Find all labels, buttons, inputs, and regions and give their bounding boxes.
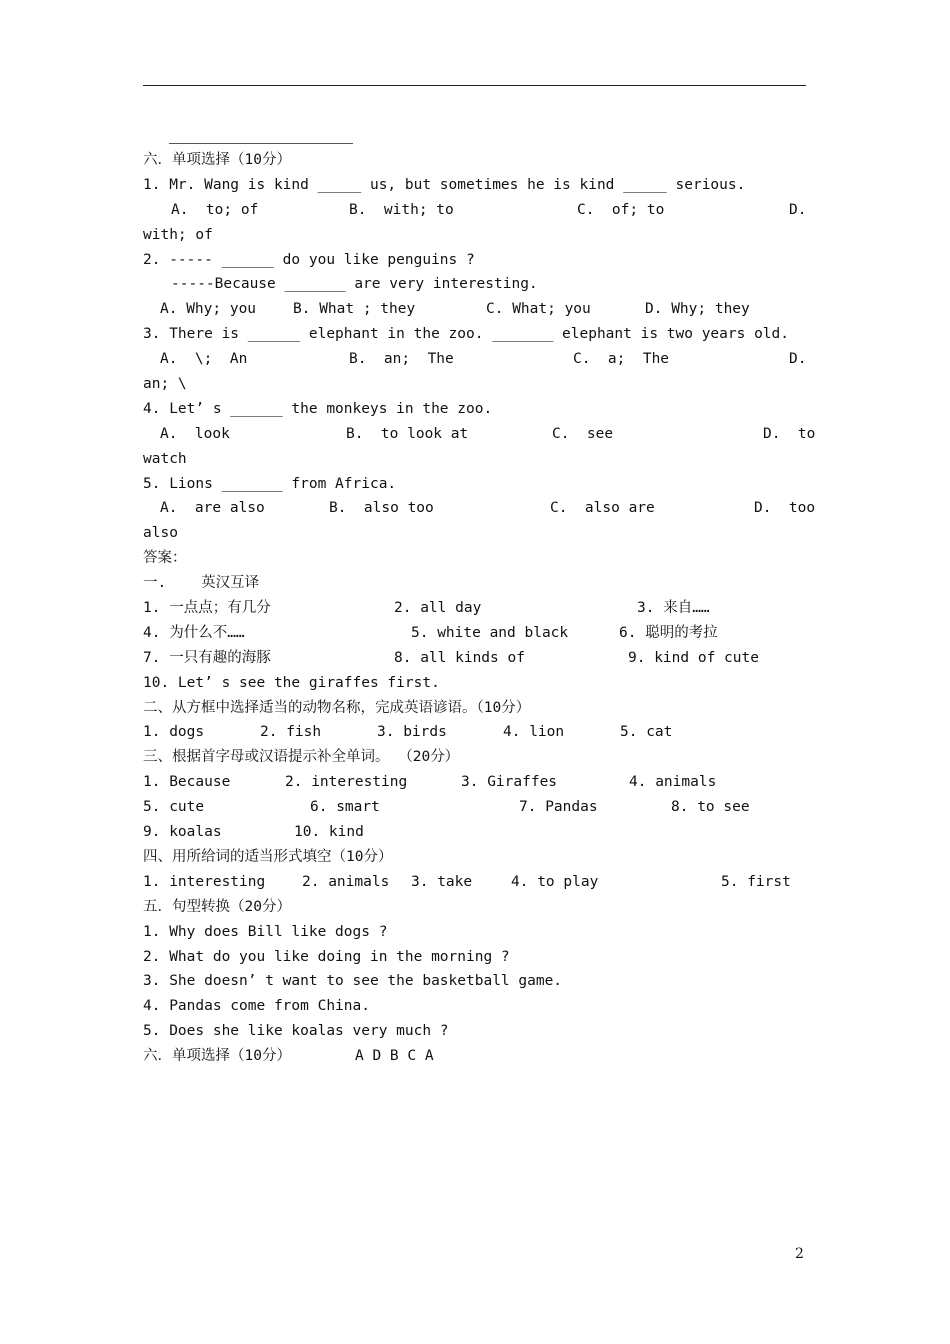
section-heading [143, 745, 806, 770]
answer-item: 4. 为什么不…… [143, 624, 245, 641]
answer-item: 6. smart [310, 799, 380, 816]
answer-item: 7. Pandas [519, 799, 598, 816]
q1-option-a: A. to; of [171, 201, 259, 218]
answer-item: 5. cute [143, 799, 205, 816]
answers-s6-key: A D B C A [355, 1048, 434, 1065]
question-stem [143, 173, 806, 198]
answer-row [143, 671, 806, 696]
q1-option-b: B. with; to [349, 201, 454, 218]
answer-row [143, 1044, 806, 1069]
question-stem [143, 397, 806, 422]
q1-option-c: C. of; to [577, 201, 665, 218]
answer-item: 10. kind [294, 824, 364, 841]
answer-item: 2. interesting [285, 774, 408, 791]
question-options [143, 347, 806, 372]
q2-stem-reply: -----Because _______ are very interesting. [171, 276, 538, 293]
answer-item: 8. to see [671, 799, 750, 816]
answers-heading [143, 546, 806, 571]
answer-item: 2. animals [302, 873, 390, 890]
answer-item: 5. Does she like koalas very much ? [143, 1023, 449, 1040]
question-options [143, 496, 816, 521]
answer-row [143, 795, 806, 820]
answer-item: 4. to play [511, 873, 599, 890]
answer-item: 1. 一点点；有几分 [143, 600, 271, 617]
answers-s4-title: 四、用所给词的适当形式填空（10分） [143, 848, 393, 865]
q1-option-d-text: with; of [143, 226, 213, 243]
answer-row [143, 920, 806, 945]
answer-row [143, 596, 806, 621]
answer-item: 2. fish [260, 724, 322, 741]
answers-s2-title: 二、从方框中选择适当的动物名称，完成英语谚语。（10分） [143, 699, 531, 716]
answer-item: 5. white and black [411, 624, 569, 641]
answers-s3-title: 三、根据首字母或汉语提示补全单词。 （20分） [143, 749, 460, 766]
question-options-wrap [143, 223, 806, 248]
answer-row [143, 870, 806, 895]
section-heading [143, 845, 806, 870]
answer-row [143, 994, 806, 1019]
question-options-wrap [143, 372, 806, 397]
q3-option-d: D. [789, 351, 807, 368]
answer-item: 5. cat [620, 724, 673, 741]
q5-option-b: B. also too [329, 500, 434, 517]
q4-option-c: C. see [552, 425, 614, 442]
section-heading [143, 571, 806, 596]
section-heading [143, 895, 806, 920]
question-options-wrap [143, 521, 806, 546]
q5-option-c: C. also are [550, 500, 655, 517]
answer-item: 6. 聪明的考拉 [619, 624, 718, 641]
question-stem [143, 272, 806, 297]
answer-item: 4. lion [503, 724, 565, 741]
answer-item: 1. Why does Bill like dogs ? [143, 923, 388, 940]
q4-stem: 4. Let’ s ______ the monkeys in the zoo. [143, 400, 493, 417]
q2-option-b: B. What ; they [293, 301, 416, 318]
answers-s5-title: 五．句型转换（20分） [143, 898, 291, 915]
answer-row [143, 945, 806, 970]
answer-item: 9. koalas [143, 824, 222, 841]
answer-row [143, 770, 806, 795]
q4-option-a: A. look [160, 425, 230, 442]
question-stem [143, 322, 806, 347]
q2-option-a: A. Why; you [160, 301, 257, 318]
page-number: 2 [795, 1246, 804, 1262]
answer-item: 4. Pandas come from China. [143, 998, 370, 1015]
q5-option-a: A. are also [160, 500, 265, 517]
answers-s6-title: 六．单项选择（10分） [143, 1048, 291, 1065]
answer-item: 3. 来自…… [637, 600, 710, 617]
q3-stem: 3. There is ______ elephant in the zoo. _______ elephant is two years old. [143, 326, 790, 343]
answer-item: 1. Because [143, 774, 231, 791]
section-heading [143, 148, 806, 173]
question-options [143, 297, 806, 322]
q4-option-b: B. to look at [346, 425, 469, 442]
question-stem [143, 248, 806, 273]
q2-option-d: D. Why; they [645, 301, 750, 318]
q5-option-d-text: also [143, 525, 178, 542]
question-options [143, 422, 816, 447]
answer-row [143, 820, 806, 845]
answer-item: 3. take [411, 873, 473, 890]
answer-item: 7. 一只有趣的海豚 [143, 649, 271, 666]
answer-item: 9. kind of cute [628, 649, 759, 666]
answer-item: 5. first [721, 873, 791, 890]
answer-item: 3. Giraffes [461, 774, 558, 791]
answer-item: 2. What do you like doing in the morning ? [143, 948, 510, 965]
q4-option-d-text: watch [143, 450, 187, 467]
answer-item: 1. dogs [143, 724, 205, 741]
document-body [143, 148, 816, 1069]
q5-stem: 5. Lions _______ from Africa. [143, 475, 397, 492]
answer-blank-line [169, 143, 353, 144]
answer-item: 3. She doesn’ t want to see the basketball game. [143, 973, 563, 990]
header-rule [143, 85, 806, 86]
q3-option-a: A. \; An [160, 351, 248, 368]
q1-stem: 1. Mr. Wang is kind _____ us, but sometimes he is kind _____ serious. [143, 176, 746, 193]
q4-option-d: D. to [763, 425, 816, 442]
answer-item: 3. birds [377, 724, 447, 741]
answers-title: 答案： [143, 550, 187, 567]
answer-item: 2. all day [394, 600, 482, 617]
answer-row [143, 1019, 806, 1044]
answer-row [143, 969, 806, 994]
section-heading [143, 696, 806, 721]
answer-row [143, 720, 806, 745]
q1-option-d: D. [789, 201, 807, 218]
section6-title: 六．单项选择（10分） [143, 152, 291, 168]
answer-item: 4. animals [629, 774, 717, 791]
q3-option-d-text: an; \ [143, 376, 187, 393]
q3-option-c: C. a; The [573, 351, 670, 368]
answer-item: 8. all kinds of [394, 649, 525, 666]
q2-stem: 2. ----- ______ do you like penguins ? [143, 251, 475, 268]
question-stem [143, 472, 806, 497]
question-options [143, 198, 806, 223]
q5-option-d: D. too [754, 500, 816, 517]
answers-s1-title: 一. 英汉互译 [143, 575, 260, 592]
q2-option-c: C. What; you [486, 301, 591, 318]
question-options-wrap [143, 447, 806, 472]
answer-item: 10. Let’ s see the giraffes first. [143, 674, 440, 691]
q3-option-b: B. an; The [349, 351, 454, 368]
answer-item: 1. interesting [143, 873, 266, 890]
answer-row [143, 621, 806, 646]
answer-row [143, 646, 806, 671]
